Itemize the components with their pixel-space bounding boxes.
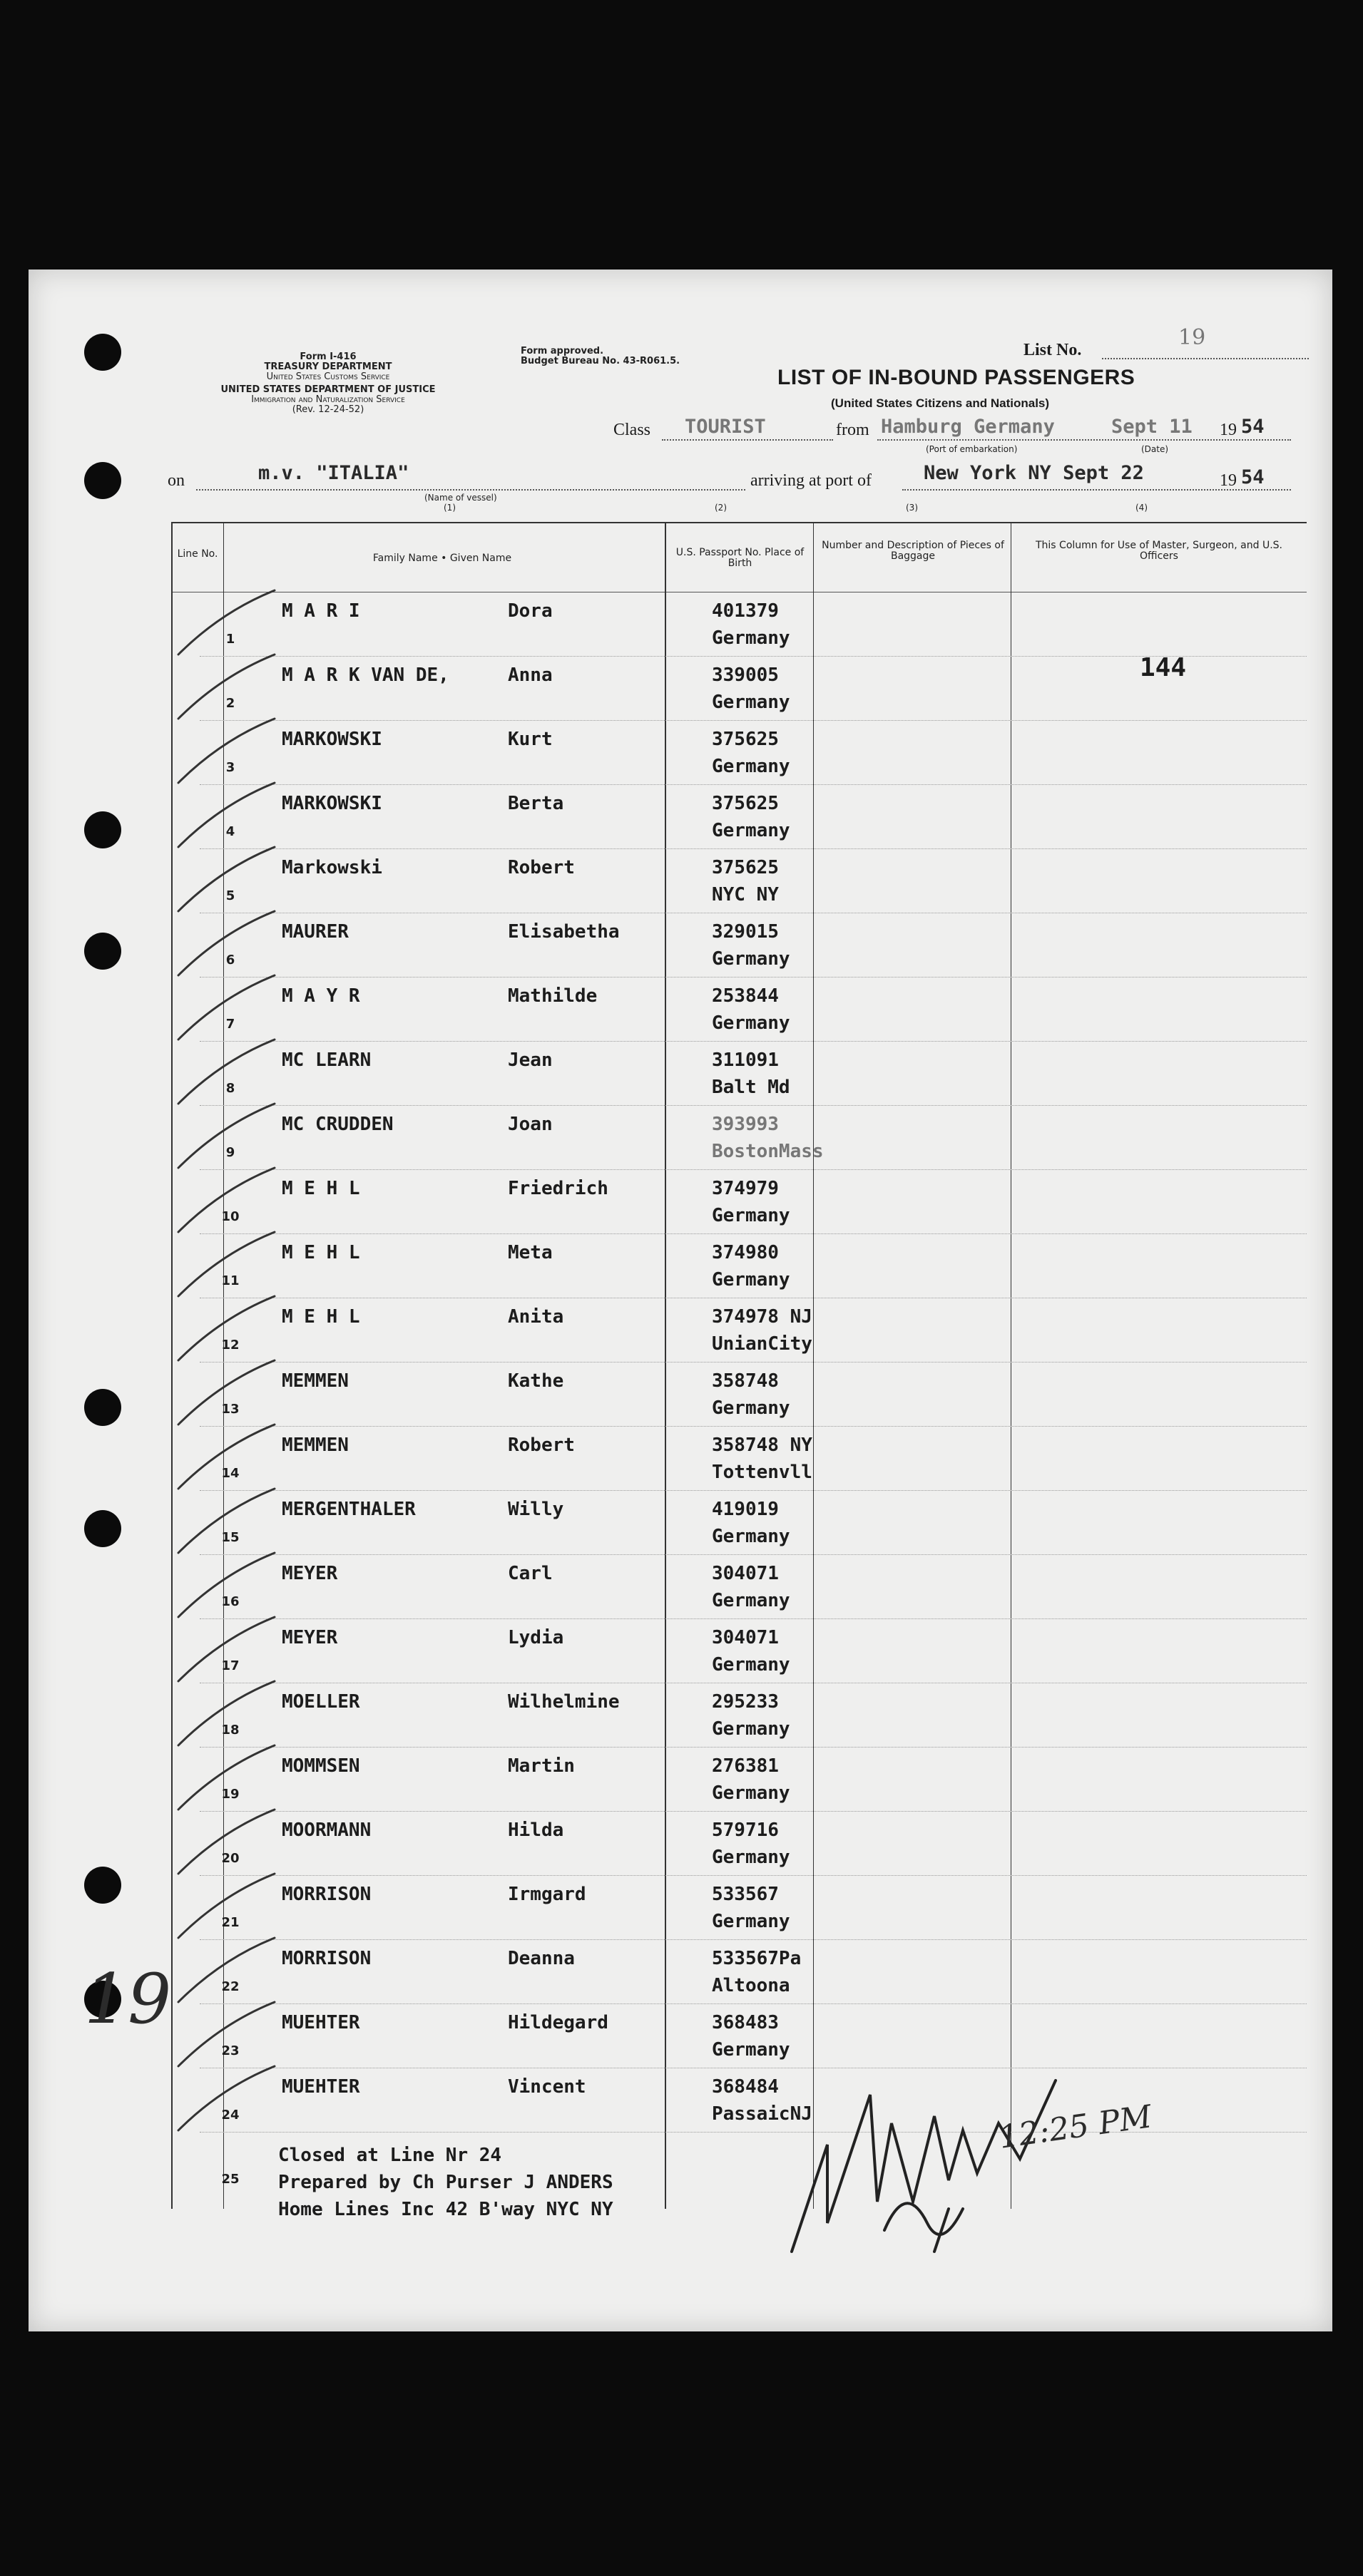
page-subtitle: (United States Citizens and Nationals) — [831, 396, 1050, 410]
row-given-name: Irmgard — [508, 1884, 586, 1905]
row-birthplace: Germany — [712, 1782, 790, 1804]
passport-col-border — [813, 522, 814, 2209]
check-mark — [178, 1938, 275, 2002]
col4-num: (4) — [1135, 503, 1148, 513]
row-family-name: MARKOWSKI — [282, 793, 382, 814]
row-given-name: Deanna — [508, 1948, 575, 1969]
row-passport-no: 375625 — [712, 729, 779, 750]
row-passport-no: 579716 — [712, 1820, 779, 1841]
check-mark — [178, 1296, 275, 1360]
row-given-name: Dora — [508, 600, 553, 622]
vessel-underline — [196, 489, 745, 491]
row-birthplace: Germany — [712, 1718, 790, 1740]
list-no-underline — [1102, 358, 1309, 359]
row-given-name: Hilda — [508, 1820, 564, 1841]
row-birthplace: Germany — [712, 1911, 790, 1932]
row-given-name: Wilhelmine — [508, 1691, 620, 1713]
row-line-number: 10 — [221, 1209, 240, 1224]
row-rule — [200, 1939, 1307, 1940]
check-marks — [157, 583, 314, 2138]
row-line-number: 11 — [221, 1273, 240, 1288]
row-given-name: Jean — [508, 1050, 553, 1071]
row-passport-no: 358748 NY — [712, 1435, 812, 1456]
row-passport-no: 304071 — [712, 1563, 779, 1584]
row-line-number: 24 — [221, 2108, 240, 2123]
row-family-name: MEYER — [282, 1563, 338, 1584]
row-given-name: Anita — [508, 1306, 564, 1328]
row-birthplace: PassaicNJ — [712, 2103, 812, 2125]
footer-company: Home Lines Inc 42 B'way NYC NY — [278, 2199, 613, 2220]
row-family-name: M E H L — [282, 1178, 360, 1199]
row-rule — [200, 848, 1307, 849]
rev-label: (Rev. 12-24-52) — [292, 404, 364, 415]
row-line-number: 22 — [221, 1979, 240, 1994]
check-mark — [178, 1425, 275, 1489]
row-passport-no: 295233 — [712, 1691, 779, 1713]
row-line-number: 3 — [225, 760, 235, 775]
name-col-border — [665, 522, 666, 2209]
row-line-number: 7 — [225, 1017, 235, 1032]
check-mark — [178, 847, 275, 911]
form-approved: Form approved. — [521, 346, 604, 356]
row-family-name: M A R K VAN DE, — [282, 664, 449, 686]
row-family-name: MARKOWSKI — [282, 729, 382, 750]
check-mark — [178, 2002, 275, 2066]
signature — [785, 2038, 1084, 2266]
check-mark — [178, 1810, 275, 1874]
row-passport-no: 368484 — [712, 2076, 779, 2098]
row-given-name: Hildegard — [508, 2012, 608, 2033]
table-top-border — [171, 522, 1307, 523]
row-passport-no: 253844 — [712, 985, 779, 1007]
row-rule — [200, 1362, 1307, 1363]
footer-closed: Closed at Line Nr 24 — [278, 2145, 502, 2166]
row-birthplace: Altoona — [712, 1975, 790, 1996]
punch-hole — [84, 1510, 121, 1547]
row-birthplace: Balt Md — [712, 1077, 790, 1098]
justice-label: UNITED STATES DEPARTMENT OF JUSTICE — [220, 384, 436, 395]
approval-block — [521, 347, 680, 366]
row-given-name: Meta — [508, 1242, 553, 1263]
check-mark — [178, 911, 275, 975]
manifest-sheet — [29, 270, 1332, 2331]
row-family-name: MEMMEN — [282, 1370, 349, 1392]
punch-hole — [84, 334, 121, 371]
row-rule — [200, 2003, 1307, 2004]
col-officers: This Column for Use of Master, Surgeon, and U.S. Officers — [1035, 540, 1282, 562]
row-rule — [200, 720, 1307, 721]
row-family-name: M E H L — [282, 1242, 360, 1263]
row-birthplace: Germany — [712, 756, 790, 777]
row-passport-no: 533567 — [712, 1884, 779, 1905]
row-line-number: 12 — [221, 1338, 240, 1353]
row-rule — [200, 1105, 1307, 1106]
row-family-name: MC CRUDDEN — [282, 1114, 394, 1135]
customs-label: United States Customs Service — [266, 371, 390, 382]
row-given-name: Friedrich — [508, 1178, 608, 1199]
row-rule — [200, 1169, 1307, 1170]
row-family-name: MAURER — [282, 921, 349, 943]
row-birthplace: Germany — [712, 1012, 790, 1034]
row-rule — [200, 1747, 1307, 1748]
port-caption: (Port of embarkation) — [926, 444, 1018, 454]
row-family-name: M E H L — [282, 1306, 360, 1328]
row-passport-no: 533567Pa — [712, 1948, 802, 1969]
row-passport-no: 276381 — [712, 1755, 779, 1777]
row-given-name: Robert — [508, 857, 575, 878]
row-passport-no: 375625 — [712, 793, 779, 814]
row-passport-no: 339005 — [712, 664, 779, 686]
row-line-number: 18 — [221, 1723, 240, 1738]
row-birthplace: Germany — [712, 692, 790, 713]
row-rule — [200, 1233, 1307, 1234]
row-family-name: MORRISON — [282, 1948, 372, 1969]
class-label: Class — [613, 421, 651, 439]
row-given-name: Carl — [508, 1563, 553, 1584]
class-value: TOURIST — [685, 416, 766, 438]
row-rule — [200, 1618, 1307, 1619]
from-label: from — [836, 421, 869, 439]
row-line-number: 20 — [221, 1851, 240, 1866]
row-line-number: 13 — [221, 1402, 240, 1417]
check-mark — [178, 1553, 275, 1617]
row-given-name: Kurt — [508, 729, 553, 750]
arrival-year-prefix: 19 — [1220, 471, 1237, 490]
row-family-name: MOORMANN — [282, 1820, 372, 1841]
check-mark — [178, 1040, 275, 1104]
list-no-label: List No. — [1023, 341, 1082, 359]
row-family-name: MUEHTER — [282, 2012, 360, 2033]
check-mark — [178, 1360, 275, 1425]
row-birthplace: UnianCity — [712, 1333, 812, 1355]
row-family-name: Markowski — [282, 857, 382, 878]
list-no-value: 19 — [1178, 325, 1206, 350]
row-birthplace: Germany — [712, 1397, 790, 1419]
check-mark — [178, 1232, 275, 1296]
punch-hole — [84, 1867, 121, 1904]
page-title: LIST OF IN-BOUND PASSENGERS — [777, 366, 1135, 389]
row-given-name: Anna — [508, 664, 553, 686]
from-value: Hamburg Germany — [881, 416, 1055, 438]
col3-num: (3) — [906, 503, 918, 513]
row-family-name: MEMMEN — [282, 1435, 349, 1456]
row-rule — [200, 1811, 1307, 1812]
row-line-number: 16 — [221, 1594, 240, 1609]
row-line-number: 15 — [221, 1530, 240, 1545]
row-family-name: MUEHTER — [282, 2076, 360, 2098]
row-passport-no: 311091 — [712, 1050, 779, 1071]
date-value: Sept 11 — [1111, 416, 1193, 438]
row-line-number: 14 — [221, 1466, 240, 1481]
ins-label: Immigration and Naturalization Service — [251, 394, 405, 405]
row-birthplace: BostonMass — [712, 1141, 824, 1162]
row-passport-no: 374980 — [712, 1242, 779, 1263]
row-passport-no: 393993 — [712, 1114, 779, 1135]
arrival-value: New York NY Sept 22 — [924, 462, 1144, 484]
agency-block — [193, 352, 464, 415]
row-given-name: Joan — [508, 1114, 553, 1135]
on-label: on — [168, 471, 185, 490]
row-line-number: 23 — [221, 2043, 240, 2058]
check-mark — [178, 1681, 275, 1745]
row-family-name: MEYER — [282, 1627, 338, 1648]
row-family-name: MORRISON — [282, 1884, 372, 1905]
row-birthplace: Germany — [712, 820, 790, 841]
year-prefix: 19 — [1220, 421, 1237, 439]
check-mark — [178, 783, 275, 847]
row-line-number: 1 — [225, 632, 235, 647]
check-mark — [178, 1489, 275, 1553]
check-mark — [178, 2066, 275, 2130]
check-mark — [178, 1745, 275, 1810]
row-rule — [200, 784, 1307, 785]
col-line-no: Line No. — [177, 548, 218, 560]
row-given-name: Elisabetha — [508, 921, 620, 943]
row-line-number: 2 — [225, 696, 235, 711]
row-passport-no: 374978 NJ — [712, 1306, 812, 1328]
row-birthplace: Germany — [712, 948, 790, 970]
row-line-number: 21 — [221, 1915, 240, 1930]
officer-note: 144 — [1140, 653, 1187, 682]
check-mark — [178, 1617, 275, 1681]
row-line-number: 8 — [225, 1081, 235, 1096]
check-mark — [178, 590, 275, 655]
signature-time: 12:25 PM — [996, 2098, 1154, 2156]
row-passport-no: 419019 — [712, 1499, 779, 1520]
check-mark — [178, 1104, 275, 1168]
form-number: Form I-416 — [300, 351, 357, 362]
row-given-name: Robert — [508, 1435, 575, 1456]
row-birthplace: Germany — [712, 1590, 790, 1611]
row-rule — [200, 1426, 1307, 1427]
row-birthplace: Germany — [712, 1847, 790, 1868]
row-rule — [200, 1554, 1307, 1555]
row-line-number: 25 — [221, 2172, 240, 2187]
row-rule — [200, 1041, 1307, 1042]
row-given-name: Lydia — [508, 1627, 564, 1648]
row-passport-no: 375625 — [712, 857, 779, 878]
class-underline — [662, 439, 833, 441]
row-family-name: M A Y R — [282, 985, 360, 1007]
row-line-number: 5 — [225, 888, 235, 903]
punch-hole — [84, 462, 121, 499]
row-given-name: Willy — [508, 1499, 564, 1520]
row-given-name: Vincent — [508, 2076, 586, 2098]
vessel-caption-num: (1) — [444, 503, 456, 513]
check-mark — [178, 719, 275, 783]
row-birthplace: NYC NY — [712, 884, 779, 905]
date-caption: (Date) — [1141, 444, 1169, 454]
col-baggage: Number and Description of Pieces of Baggage — [822, 540, 1004, 562]
row-passport-no: 329015 — [712, 921, 779, 943]
year-value: 54 — [1241, 416, 1265, 438]
row-family-name: MERGENTHALER — [282, 1499, 416, 1520]
vessel-caption: (Name of vessel) — [424, 493, 497, 503]
row-family-name: M A R I — [282, 600, 360, 622]
row-birthplace: Germany — [712, 1269, 790, 1290]
margin-note: 19 — [84, 1959, 172, 2039]
row-birthplace: Germany — [712, 1526, 790, 1547]
row-family-name: MOELLER — [282, 1691, 360, 1713]
row-rule — [200, 1490, 1307, 1491]
punch-hole — [84, 1389, 121, 1426]
row-passport-no: 374979 — [712, 1178, 779, 1199]
row-family-name: MC LEARN — [282, 1050, 372, 1071]
treasury-label: TREASURY DEPARTMENT — [264, 361, 392, 372]
col-name: Family Name • Given Name — [372, 553, 512, 564]
row-line-number: 6 — [225, 953, 235, 968]
row-line-number: 4 — [225, 824, 235, 839]
check-mark — [178, 1168, 275, 1232]
row-given-name: Mathilde — [508, 985, 598, 1007]
row-birthplace: Germany — [712, 2039, 790, 2061]
check-mark — [178, 975, 275, 1040]
row-passport-no: 358748 — [712, 1370, 779, 1392]
col-passport: U.S. Passport No. Place of Birth — [675, 547, 805, 569]
row-birthplace: Germany — [712, 1654, 790, 1676]
punch-hole — [84, 933, 121, 970]
col2-num: (2) — [715, 503, 727, 513]
row-line-number: 17 — [221, 1658, 240, 1673]
row-rule — [200, 1875, 1307, 1876]
row-line-number: 19 — [221, 1787, 240, 1802]
row-passport-no: 304071 — [712, 1627, 779, 1648]
arrival-year-value: 54 — [1241, 466, 1265, 488]
punch-hole — [84, 811, 121, 848]
row-line-number: 9 — [225, 1145, 235, 1160]
row-given-name: Berta — [508, 793, 564, 814]
budget-number: Budget Bureau No. 43-R061.5. — [521, 356, 680, 366]
row-given-name: Kathe — [508, 1370, 564, 1392]
vessel-value: m.v. "ITALIA" — [258, 462, 409, 484]
row-birthplace: Germany — [712, 627, 790, 649]
row-given-name: Martin — [508, 1755, 575, 1777]
row-passport-no: 401379 — [712, 600, 779, 622]
check-mark — [178, 1874, 275, 1938]
row-family-name: MOMMSEN — [282, 1755, 360, 1777]
row-passport-no: 368483 — [712, 2012, 779, 2033]
check-mark — [178, 655, 275, 719]
footer-prepared: Prepared by Ch Purser J ANDERS — [278, 2172, 613, 2193]
row-birthplace: Tottenvll — [712, 1462, 812, 1483]
arriving-label: arriving at port of — [750, 471, 872, 490]
row-birthplace: Germany — [712, 1205, 790, 1226]
